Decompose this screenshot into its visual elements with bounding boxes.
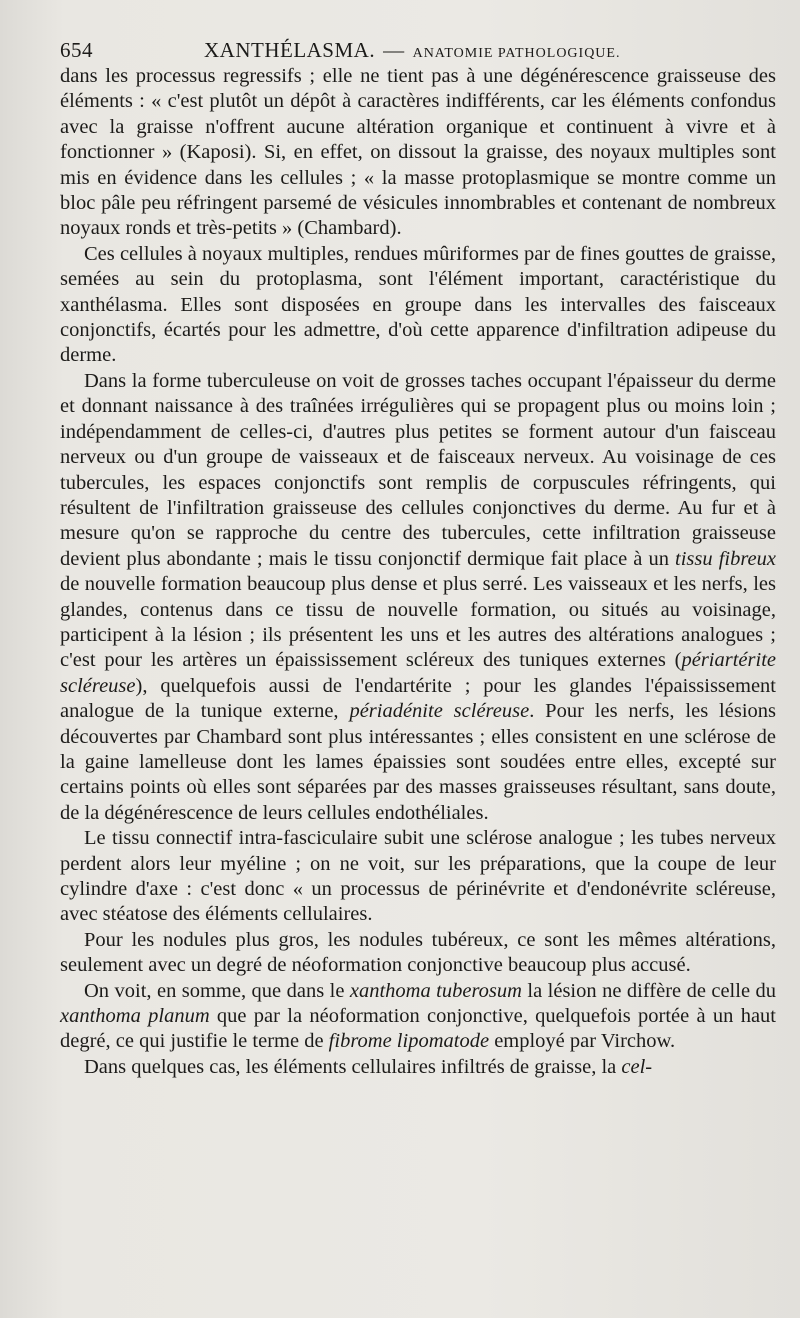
title-separator: —	[383, 38, 405, 62]
running-title	[204, 38, 620, 63]
paragraph-3	[60, 369, 776, 826]
text-run: Pour les nodules plus gros, les nodules tubéreux, ce sont les mêmes altérations, seulement avec un degré de néoformation conjonctive beaucoup plus accusé.	[60, 928, 776, 977]
text-run: On voit, en somme, que dans le	[84, 979, 350, 1002]
text-run: ), quelquefois aussi de l'endartérite ; pour les glandes l'épaississement analogue de la tunique externe,	[60, 674, 776, 723]
text-run: Dans la forme tuberculeuse on voit de grosses taches occupant l'épaisseur du derme et donnant naissance à des traînées irrégulières qui se propagent plus ou moins loin ; indépendamment de celles-ci, d'autres plus petites se forment autour d'un faisceau nerveux ou d'un groupe de vaisseaux et de faisceaux nerveux. Au voisinage de ces tubercules, les espaces conjonctifs sont remplis de corpuscules réfringents, qui résultent de l'infiltration graisseuse des cellules conjonctives du derme. Au fur et à mesure qu'on se rapproche du centre des tubercules, cette infiltration graisseuse devient plus abondante ; mais le tissu conjonctif dermique fait place à un	[60, 369, 776, 570]
italic-term: fibrome lipomatode	[328, 1030, 490, 1053]
text-run: Le tissu connectif intra-fasciculaire subit une sclérose analogue ; les tubes nerveux perdent alors leur myéline ; on ne voit, sur les préparations, que la coupe de leur cylindre d'axe : c'est donc « un processus de périnévrite et d'endonévrite scléreuse, avec stéatose des éléments cellulaires.	[60, 827, 776, 926]
paragraph-2	[60, 242, 776, 369]
italic-term: xanthoma planum	[60, 1005, 210, 1028]
italic-term: tissu fibreux	[675, 547, 776, 570]
running-head	[60, 30, 776, 64]
text-run: Dans quelques cas, les éléments cellulaires infiltrés de graisse, la	[84, 1055, 622, 1078]
paragraph-6	[60, 979, 776, 1055]
paragraph-7	[60, 1055, 776, 1080]
text-run: . Pour les nerfs, les lésions découvertes par Chambard sont plus intéressantes ; elles consistent en une sclérose de la gaine lamelleuse dont les lames épaissies sont soudées entre elles, excepté sur certains points où elles sont séparées par des masses graisseuses résultant, sans doute, de la dégénérescence de leurs cellules endothéliales.	[60, 700, 776, 824]
italic-term: xanthoma tuberosum	[349, 979, 522, 1002]
text-run: dans les processus regressifs ; elle ne tient pas à une dégénérescence graisseuse des éléments : « c'est plutôt un dépôt à caractères indifférents, car les éléments confondus avec la graisse n'offrent aucune altération organique et continuent à vivre et à fonctionner » (Kaposi). Si, en effet, on dissout la graisse, des noyaux multiples sont mis en évidence dans les cellules ; « la masse protoplasmique se montre comme un bloc pâle peu réfringent parsemé de vésicules innombrables et contenant de nombreux noyaux ronds et très-petits » (Chambard).	[60, 65, 776, 240]
text-run: la lésion ne diffère de celle du	[521, 979, 776, 1002]
page-number: 654	[60, 38, 93, 62]
body-text	[60, 64, 776, 1080]
text-run: de nouvelle formation beaucoup plus dense et plus serré. Les vaisseaux et les nerfs, les glandes, contenus dans ce tissu de nouvelle formation, ou situés au voisinage, participent à la lésion ; ils présentent les uns et les autres des altérations analogues ; c'est pour les artères un épaississement scléreux des tuniques externes (	[60, 573, 776, 672]
italic-term: cel-	[621, 1055, 653, 1078]
text-run: employé par Virchow.	[489, 1030, 676, 1053]
paragraph-4	[60, 826, 776, 928]
italic-term: périartérite scléreuse	[60, 649, 776, 697]
text-run: Ces cellules à noyaux multiples, rendues mûriformes par de fines gouttes de graisse, semées au sein du protoplasma, sont l'élément important, caractéristique du xanthélasma. Elles sont disposées en groupe dans les intervalles des faisceaux conjonctifs, écartés pour les admettre, d'où cette apparence d'infiltration adipeuse du derme.	[60, 242, 776, 367]
chapter-title: XANTHÉLASMA.	[204, 38, 376, 62]
italic-term: périadénite scléreuse	[349, 700, 530, 723]
text-run: que par la néoformation conjonctive, quelquefois portée à un haut degré, ce qui justifie le terme de	[60, 1005, 776, 1053]
paragraph-1	[60, 64, 776, 242]
section-subtitle: ANATOMIE PATHOLOGIQUE.	[412, 46, 621, 61]
paragraph-5	[60, 928, 776, 979]
